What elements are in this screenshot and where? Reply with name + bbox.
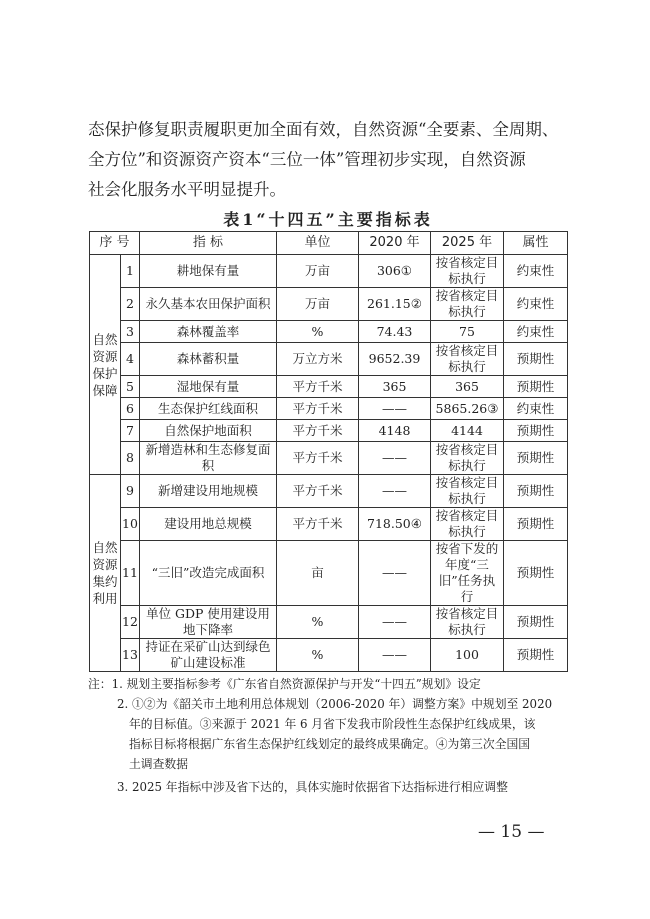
attribute-cell: 约束性 [504, 255, 568, 288]
note-1: 注：1. 规划主要指标参考《广东省自然资源保护与开发“十四五”规划》设定 [88, 677, 481, 691]
unit-cell: 万亩 [277, 288, 359, 321]
row-number: 3 [121, 321, 140, 343]
indicator-name: 生态保护红线面积 [140, 398, 277, 420]
table-row [90, 398, 568, 420]
unit-cell: 平方千米 [277, 475, 359, 508]
attribute-cell: 约束性 [504, 398, 568, 420]
indicator-name: 单位 GDP 使用建设用地下降率 [140, 606, 277, 639]
unit-cell: 平方千米 [277, 442, 359, 475]
value-2020: 261.15② [359, 288, 431, 321]
row-number: 1 [121, 255, 140, 288]
value-2020: —— [359, 541, 431, 606]
body-paragraph [88, 115, 568, 205]
value-2020: 9652.39 [359, 343, 431, 376]
attribute-cell: 预期性 [504, 508, 568, 541]
value-2020: 365 [359, 376, 431, 398]
row-number: 10 [121, 508, 140, 541]
indicator-name: 持证在采矿山达到绿色矿山建设标准 [140, 639, 277, 672]
value-2025: 按省核定目标执行 [431, 606, 504, 639]
indicator-name: 湿地保有量 [140, 376, 277, 398]
indicator-name: “三旧”改造完成面积 [140, 541, 277, 606]
group-label: 自然 资源 保护 保障 [90, 255, 121, 475]
attribute-cell: 约束性 [504, 321, 568, 343]
attribute-cell: 预期性 [504, 343, 568, 376]
page-number: — 15 — [478, 822, 545, 842]
table-row [90, 541, 568, 606]
para-line: 态保护修复职责履职更加全面有效，自然资源“全要素、全周期、 [88, 120, 559, 139]
indicator-name: 新增造林和生态修复面积 [140, 442, 277, 475]
table-row [90, 475, 568, 508]
note-2: 2. ①②为《韶关市土地利用总体规划（2006-2020 年）调整方案》中规划至 2020 [117, 697, 553, 711]
group-label: 自然 资源 集约 利用 [90, 475, 121, 672]
row-number: 5 [121, 376, 140, 398]
value-2025: 5865.26③ [431, 398, 504, 420]
value-2025: 按省核定目标执行 [431, 343, 504, 376]
indicator-table [89, 231, 568, 672]
header-2025: 2025 年 [431, 232, 504, 255]
row-number: 13 [121, 639, 140, 672]
unit-cell: 平方千米 [277, 420, 359, 442]
indicator-name: 自然保护地面积 [140, 420, 277, 442]
attribute-cell: 预期性 [504, 541, 568, 606]
unit-cell: % [277, 606, 359, 639]
header-unit: 单位 [277, 232, 359, 255]
table-row [90, 606, 568, 639]
header-seq: 序 号 [90, 232, 140, 255]
unit-cell: 亩 [277, 541, 359, 606]
note-2-cont: 年的目标值。③来源于 2021 年 6 月省下发我市阶段性生态保护红线成果，该 [129, 717, 536, 731]
note-3: 3. 2025 年指标中涉及省下达的，具体实施时依据省下达指标进行相应调整 [117, 780, 508, 794]
row-number: 2 [121, 288, 140, 321]
value-2025: 365 [431, 376, 504, 398]
value-2025: 75 [431, 321, 504, 343]
attribute-cell: 预期性 [504, 606, 568, 639]
row-number: 7 [121, 420, 140, 442]
table-row [90, 376, 568, 398]
value-2025: 按省下发的年度“三旧”任务执行 [431, 541, 504, 606]
row-number: 8 [121, 442, 140, 475]
value-2025: 按省核定目标执行 [431, 442, 504, 475]
header-attr: 属性 [504, 232, 568, 255]
note-2-cont: 指标目标将根据广东省生态保护红线划定的最终成果确定。④为第三次全国国 [129, 737, 531, 751]
table-row [90, 321, 568, 343]
value-2020: 74.43 [359, 321, 431, 343]
indicator-name: 建设用地总规模 [140, 508, 277, 541]
value-2020: 4148 [359, 420, 431, 442]
attribute-cell: 约束性 [504, 288, 568, 321]
value-2020: 718.50④ [359, 508, 431, 541]
indicator-name: 永久基本农田保护面积 [140, 288, 277, 321]
row-number: 11 [121, 541, 140, 606]
note-2-cont: 土调查数据 [129, 757, 188, 771]
value-2025: 按省核定目标执行 [431, 288, 504, 321]
page-content [88, 115, 568, 797]
unit-cell: % [277, 639, 359, 672]
table-row [90, 639, 568, 672]
table-notes [88, 674, 568, 797]
row-number: 6 [121, 398, 140, 420]
table-header [90, 232, 568, 255]
unit-cell: % [277, 321, 359, 343]
header-indicator: 指 标 [140, 232, 277, 255]
attribute-cell: 预期性 [504, 639, 568, 672]
unit-cell: 平方千米 [277, 398, 359, 420]
row-number: 4 [121, 343, 140, 376]
table-title: 表1“十四五”主要指标表 [223, 210, 433, 229]
para-line: 社会化服务水平明显提升。 [88, 180, 286, 199]
attribute-cell: 预期性 [504, 376, 568, 398]
header-2020: 2020 年 [359, 232, 431, 255]
value-2020: —— [359, 398, 431, 420]
table-row [90, 420, 568, 442]
unit-cell: 平方千米 [277, 508, 359, 541]
value-2020: 306① [359, 255, 431, 288]
value-2020: —— [359, 639, 431, 672]
indicator-name: 耕地保有量 [140, 255, 277, 288]
indicator-name: 新增建设用地规模 [140, 475, 277, 508]
value-2025: 按省核定目标执行 [431, 508, 504, 541]
table-row [90, 343, 568, 376]
unit-cell: 万亩 [277, 255, 359, 288]
value-2025: 按省核定目标执行 [431, 255, 504, 288]
attribute-cell: 预期性 [504, 475, 568, 508]
attribute-cell: 预期性 [504, 442, 568, 475]
unit-cell: 平方千米 [277, 376, 359, 398]
para-line: 全方位”和资源资产资本“三位一体”管理初步实现，自然资源 [88, 150, 526, 169]
value-2025: 100 [431, 639, 504, 672]
indicator-name: 森林蓄积量 [140, 343, 277, 376]
row-number: 9 [121, 475, 140, 508]
table-row [90, 442, 568, 475]
table-row [90, 255, 568, 288]
unit-cell: 万立方米 [277, 343, 359, 376]
attribute-cell: 预期性 [504, 420, 568, 442]
row-number: 12 [121, 606, 140, 639]
value-2025: 按省核定目标执行 [431, 475, 504, 508]
table-row [90, 288, 568, 321]
value-2020: —— [359, 475, 431, 508]
table-row [90, 508, 568, 541]
value-2025: 4144 [431, 420, 504, 442]
value-2020: —— [359, 442, 431, 475]
indicator-name: 森林覆盖率 [140, 321, 277, 343]
value-2020: —— [359, 606, 431, 639]
